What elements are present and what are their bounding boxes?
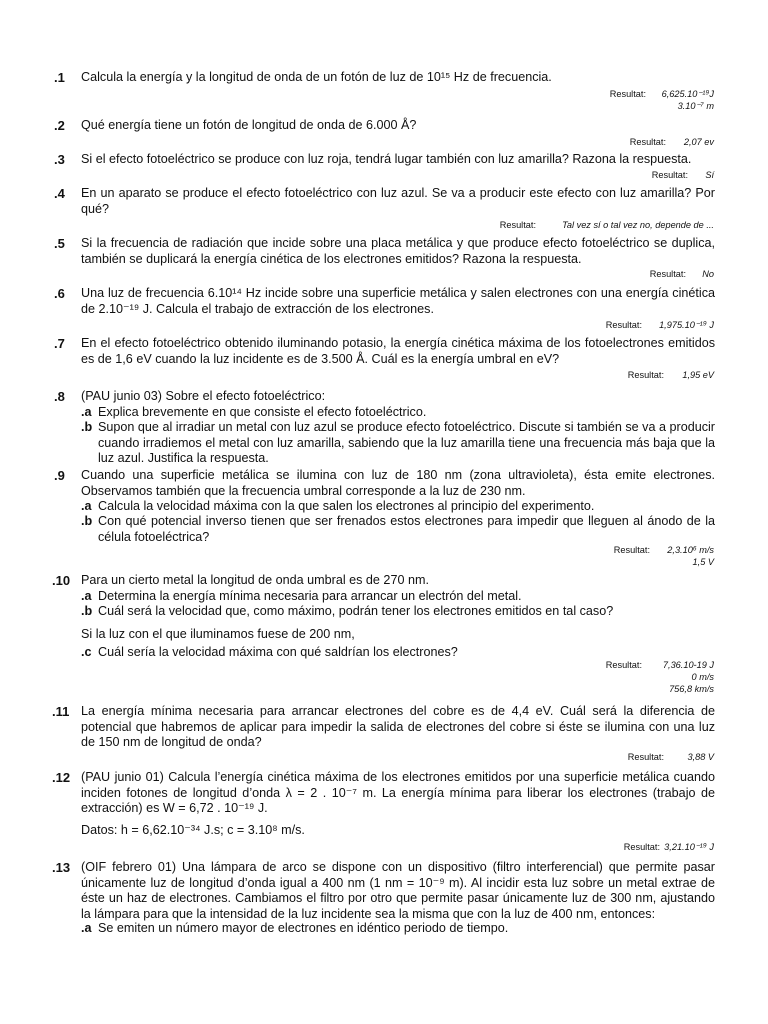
sub-text: Determina la energía mínima necesaria para arrancar un electrón del metal. (98, 589, 522, 603)
sub-letter: .a (81, 921, 92, 935)
result-value: 0 m/s (691, 672, 714, 682)
question-number: .3 (54, 152, 65, 167)
result-value: Tal vez sí o tal vez no, depende de ... (562, 220, 714, 230)
sub-text: Supon que al irradiar un metal con luz azul se produce efecto fotoeléctrico. Discute si también se va a producir cuando irradiemos el metal con luz amarilla, sabiendo que la luz amarilla tiene una frecuencia más baja que la luz azul. Justifica la respuesta. (98, 420, 715, 465)
question-number: .10 (52, 573, 71, 588)
sub-text: Con qué potencial inverso tienen que ser frenados estos electrones para impedir que lleguen al ánodo de la célula fotoeléctrica? (98, 514, 715, 544)
question-text: La energía mínima necesaria para arrancar electrones del cobre es de 4,4 eV. Cuál será la diferencia de potencial que habremos de aplicar para impedir la salida de electrones del cobre si éste se ilumina con una luz de 150 nm de longitud de onda? (81, 704, 715, 749)
result-label: Resultat: (499, 220, 536, 230)
question-number: .5 (54, 236, 65, 251)
result-label: Resultat: (623, 842, 660, 852)
question-number: .2 (54, 118, 65, 133)
result-value: No (702, 269, 714, 279)
question-number: .11 (52, 704, 70, 719)
question-extra-text: Datos: h = 6,62.10⁻³⁴ J.s; c = 3.10⁸ m/s. (81, 823, 305, 837)
question-number: .7 (54, 336, 65, 351)
sub-text: Se emiten un número mayor de electrones en idéntico periodo de tiempo. (98, 921, 509, 935)
result-value: 1,975.10⁻¹⁹ J (659, 320, 714, 330)
question-number: .8 (54, 389, 65, 404)
question-text: Si el efecto fotoeléctrico se produce con luz roja, tendrá lugar también con luz amarilla? Razona la respuesta. (81, 152, 692, 166)
result-value: 6,625.10⁻¹⁹J (661, 89, 714, 99)
sub-text: Explica brevemente en que consiste el efecto fotoeléctrico. (98, 405, 427, 419)
result-value: 1,5 V (692, 557, 714, 567)
question-text: En un aparato se produce el efecto fotoeléctrico con luz azul. Se va a producir este efecto con luz amarilla? Por qué? (81, 186, 715, 216)
result-label: Resultat: (605, 660, 642, 670)
sub-letter: .c (81, 645, 92, 659)
result-label: Resultat: (629, 137, 666, 147)
sub-text: Cuál será la velocidad que, como máximo, podrán tener los electrones emitidos en tal caso? (98, 604, 614, 618)
sub-letter: .b (81, 420, 93, 434)
question-text: Una luz de frecuencia 6.10¹⁴ Hz incide sobre una superficie metálica y salen electrones con una energía cinética de 2.10⁻¹⁹ J. Calcula el trabajo de extracción de los electrones. (81, 286, 715, 316)
sub-text: Cuál sería la velocidad máxima con qué saldrían los electrones? (98, 645, 458, 659)
sub-letter: .b (81, 514, 93, 528)
result-value: 2,3.10⁶ m/s (667, 545, 714, 555)
sub-text: Calcula la velocidad máxima con la que salen los electrones al principio del experimento. (98, 499, 595, 513)
result-label: Resultat: (651, 170, 688, 180)
question-number: .13 (52, 860, 71, 875)
result-label: Resultat: (613, 545, 650, 555)
question-extra-text: Si la luz con el que iluminamos fuese de 200 nm, (81, 627, 355, 641)
result-value: 7,36.10-19 J (662, 660, 714, 670)
question-number: .1 (54, 70, 65, 85)
sub-letter: .a (81, 499, 92, 513)
sub-letter: .b (81, 604, 93, 618)
result-label: Resultat: (649, 269, 686, 279)
result-value: 756,8 km/s (669, 684, 714, 694)
question-text: (PAU junio 03) Sobre el efecto fotoeléctrico: (81, 389, 326, 403)
sub-letter: .a (81, 589, 92, 603)
question-number: .9 (54, 468, 65, 483)
question-text: Si la frecuencia de radiación que incide sobre una placa metálica y que produce efecto fotoeléctrico se duplica, también se duplicará la energía cinética de los electrones emitidos? Razona la respuesta. (81, 236, 715, 266)
question-text: Calcula la energía y la longitud de onda de un fotón de luz de 10¹⁵ Hz de frecuencia. (81, 70, 552, 84)
question-text: Cuando una superficie metálica se ilumina con luz de 180 nm (zona ultravioleta), ésta emite electrones. Observamos también que la frecuencia umbral corresponde a la luz de 230 nm. (81, 468, 715, 498)
question-number: .4 (54, 186, 65, 201)
question-text: (OIF febrero 01) Una lámpara de arco se dispone con un dispositivo (filtro interferencial) que permite pasar únicamente luz de longitud d’onda igual a 400 nm (1 nm = 10⁻⁹ m). Al incidir esta luz sobre un metal extrae de éste un haz de electrones. Cambiamos el filtro por otro que permite pasar únicamente luz de 300 nm, ajustando la lámpara para que la intensidad de la luz incidente sea la misma que con la luz de 400 nm, entonces: (81, 860, 715, 921)
result-label: Resultat: (609, 89, 646, 99)
result-label: Resultat: (627, 752, 664, 762)
sub-letter: .a (81, 405, 92, 419)
result-value: Sí (705, 170, 714, 180)
question-text: (PAU junio 01) Calcula l’energía cinética máxima de los electrones emitidos por una superficie metálica cuando inciden fotones de longitud d’onda λ = 2 . 10⁻⁷ m. La energía mínima para liberar los electrones (trabajo de extracción) es W = 6,72 . 10⁻¹⁹ J. (81, 770, 715, 815)
result-label: Resultat: (627, 370, 664, 380)
result-value: 3.10⁻⁷ m (677, 101, 714, 111)
result-value: 1,95 eV (682, 370, 714, 380)
question-number: .6 (54, 286, 65, 301)
result-value: 3,88 V (687, 752, 714, 762)
question-text: Qué energía tiene un fotón de longitud de onda de 6.000 Å? (81, 118, 417, 132)
result-label: Resultat: (605, 320, 642, 330)
result-value: 2,07 ev (683, 137, 714, 147)
question-number: .12 (52, 770, 71, 785)
result-value: 3,21.10⁻¹⁹ J (664, 842, 714, 852)
question-text: Para un cierto metal la longitud de onda umbral es de 270 nm. (81, 573, 429, 587)
question-text: En el efecto fotoeléctrico obtenido iluminando potasio, la energía cinética máxima de los fotoelectrones emitidos es de 1,6 eV cuando la luz incidente es de 3.500 Å. Cuál es la energía umbral en eV? (81, 336, 715, 366)
